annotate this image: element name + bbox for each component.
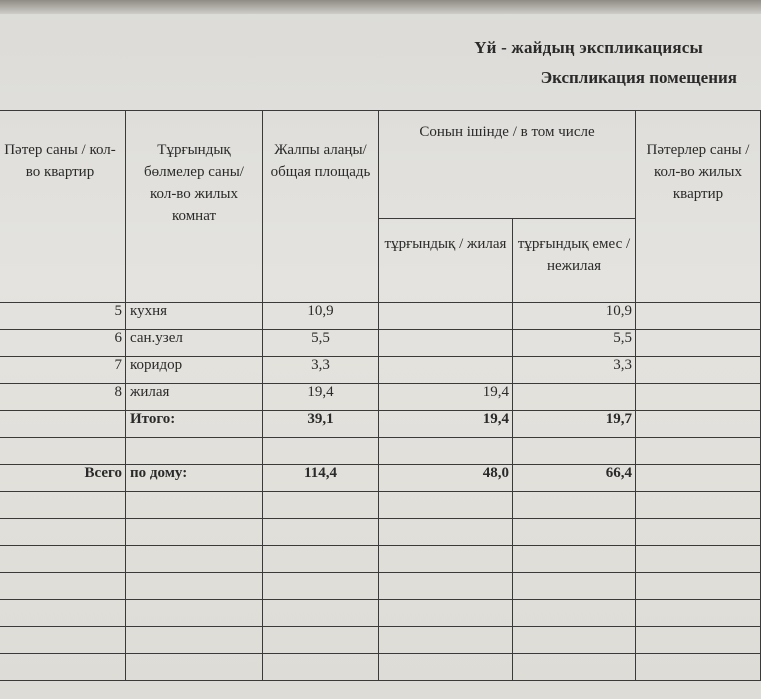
cell-living-apartments	[636, 654, 761, 681]
header-living-apartments: Пәтерлер саны / кол-во жилых квартир	[636, 111, 761, 303]
cell-nonliving-area	[513, 384, 636, 411]
cell-nonliving-area	[513, 654, 636, 681]
cell-nonliving-area	[513, 438, 636, 465]
cell-room-number: 7	[0, 357, 126, 384]
table-row	[0, 546, 761, 573]
cell-room-name: по дому:	[126, 465, 263, 492]
cell-nonliving-area	[513, 492, 636, 519]
cell-living-apartments	[636, 357, 761, 384]
cell-room-name	[126, 519, 263, 546]
cell-nonliving-area: 5,5	[513, 330, 636, 357]
cell-total-area	[263, 546, 379, 573]
cell-room-name: сан.узел	[126, 330, 263, 357]
cell-living-apartments	[636, 465, 761, 492]
cell-nonliving-area	[513, 627, 636, 654]
table-row	[0, 654, 761, 681]
cell-room-number	[0, 573, 126, 600]
title-russian: Экспликация помещения	[540, 68, 737, 87]
cell-living-apartments	[636, 330, 761, 357]
cell-living-area	[379, 654, 513, 681]
cell-total-area: 114,4	[263, 465, 379, 492]
cell-living-apartments	[636, 519, 761, 546]
cell-living-area: 48,0	[379, 465, 513, 492]
cell-total-area: 19,4	[263, 384, 379, 411]
cell-living-area: 19,4	[379, 384, 513, 411]
cell-living-apartments	[636, 600, 761, 627]
cell-room-number	[0, 627, 126, 654]
cell-total-area: 10,9	[263, 303, 379, 330]
cell-living-area	[379, 303, 513, 330]
cell-room-number: 8	[0, 384, 126, 411]
header-living-rooms: Тұрғындық бөлмелер саны/ кол-во жилых комнат	[126, 111, 263, 303]
cell-total-area	[263, 573, 379, 600]
cell-room-number	[0, 519, 126, 546]
table-row	[0, 465, 761, 492]
cell-nonliving-area	[513, 519, 636, 546]
cell-living-apartments	[636, 411, 761, 438]
table-row	[0, 303, 761, 330]
table-row	[0, 357, 761, 384]
table-row	[0, 492, 761, 519]
explication-table	[0, 110, 761, 681]
cell-nonliving-area	[513, 573, 636, 600]
cell-room-name: жилая	[126, 384, 263, 411]
title-kazakh: Үй - жайдың экспликациясы	[474, 38, 703, 57]
cell-living-area	[379, 357, 513, 384]
cell-living-area	[379, 600, 513, 627]
cell-living-area	[379, 492, 513, 519]
cell-total-area: 39,1	[263, 411, 379, 438]
cell-living-area	[379, 330, 513, 357]
table-row	[0, 600, 761, 627]
cell-room-number	[0, 600, 126, 627]
cell-total-area: 5,5	[263, 330, 379, 357]
header-total-area: Жалпы алаңы/ общая площадь	[263, 111, 379, 303]
cell-room-name	[126, 654, 263, 681]
cell-total-area	[263, 492, 379, 519]
header-nonliving-area: тұрғындық емес / нежилая	[513, 219, 636, 303]
cell-room-name: коридор	[126, 357, 263, 384]
cell-room-number: Всего	[0, 465, 126, 492]
cell-room-name	[126, 573, 263, 600]
cell-living-apartments	[636, 384, 761, 411]
cell-room-number	[0, 411, 126, 438]
header-living-area: тұрғындық / жилая	[379, 219, 513, 303]
cell-room-number	[0, 654, 126, 681]
cell-nonliving-area: 10,9	[513, 303, 636, 330]
table-row	[0, 519, 761, 546]
cell-living-area	[379, 627, 513, 654]
cell-living-area	[379, 519, 513, 546]
cell-living-apartments	[636, 627, 761, 654]
cell-nonliving-area: 3,3	[513, 357, 636, 384]
cell-room-name: кухня	[126, 303, 263, 330]
cell-living-apartments	[636, 573, 761, 600]
table-row	[0, 384, 761, 411]
cell-room-name	[126, 438, 263, 465]
cell-room-name: Итого:	[126, 411, 263, 438]
table-row	[0, 411, 761, 438]
cell-living-area	[379, 573, 513, 600]
cell-living-area	[379, 546, 513, 573]
cell-total-area	[263, 600, 379, 627]
cell-room-number: 5	[0, 303, 126, 330]
table-row	[0, 438, 761, 465]
cell-living-area	[379, 438, 513, 465]
cell-living-apartments	[636, 438, 761, 465]
cell-room-name	[126, 600, 263, 627]
cell-living-apartments	[636, 546, 761, 573]
cell-living-apartments	[636, 492, 761, 519]
cell-nonliving-area	[513, 546, 636, 573]
cell-nonliving-area: 19,7	[513, 411, 636, 438]
header-apartment-count: Пәтер саны / кол-во квартир	[0, 111, 126, 303]
cell-room-number: 6	[0, 330, 126, 357]
cell-total-area	[263, 654, 379, 681]
cell-room-number	[0, 546, 126, 573]
table-row	[0, 627, 761, 654]
paper-top-edge	[0, 0, 761, 14]
cell-room-name	[126, 546, 263, 573]
cell-living-apartments	[636, 303, 761, 330]
header-including-group: Сонын ішінде / в том числе	[379, 111, 636, 219]
cell-total-area: 3,3	[263, 357, 379, 384]
cell-room-name	[126, 492, 263, 519]
cell-nonliving-area: 66,4	[513, 465, 636, 492]
cell-total-area	[263, 438, 379, 465]
cell-room-number	[0, 492, 126, 519]
cell-living-area: 19,4	[379, 411, 513, 438]
cell-nonliving-area	[513, 600, 636, 627]
cell-room-name	[126, 627, 263, 654]
cell-total-area	[263, 627, 379, 654]
table-row	[0, 330, 761, 357]
cell-total-area	[263, 519, 379, 546]
table-row	[0, 573, 761, 600]
cell-room-number	[0, 438, 126, 465]
